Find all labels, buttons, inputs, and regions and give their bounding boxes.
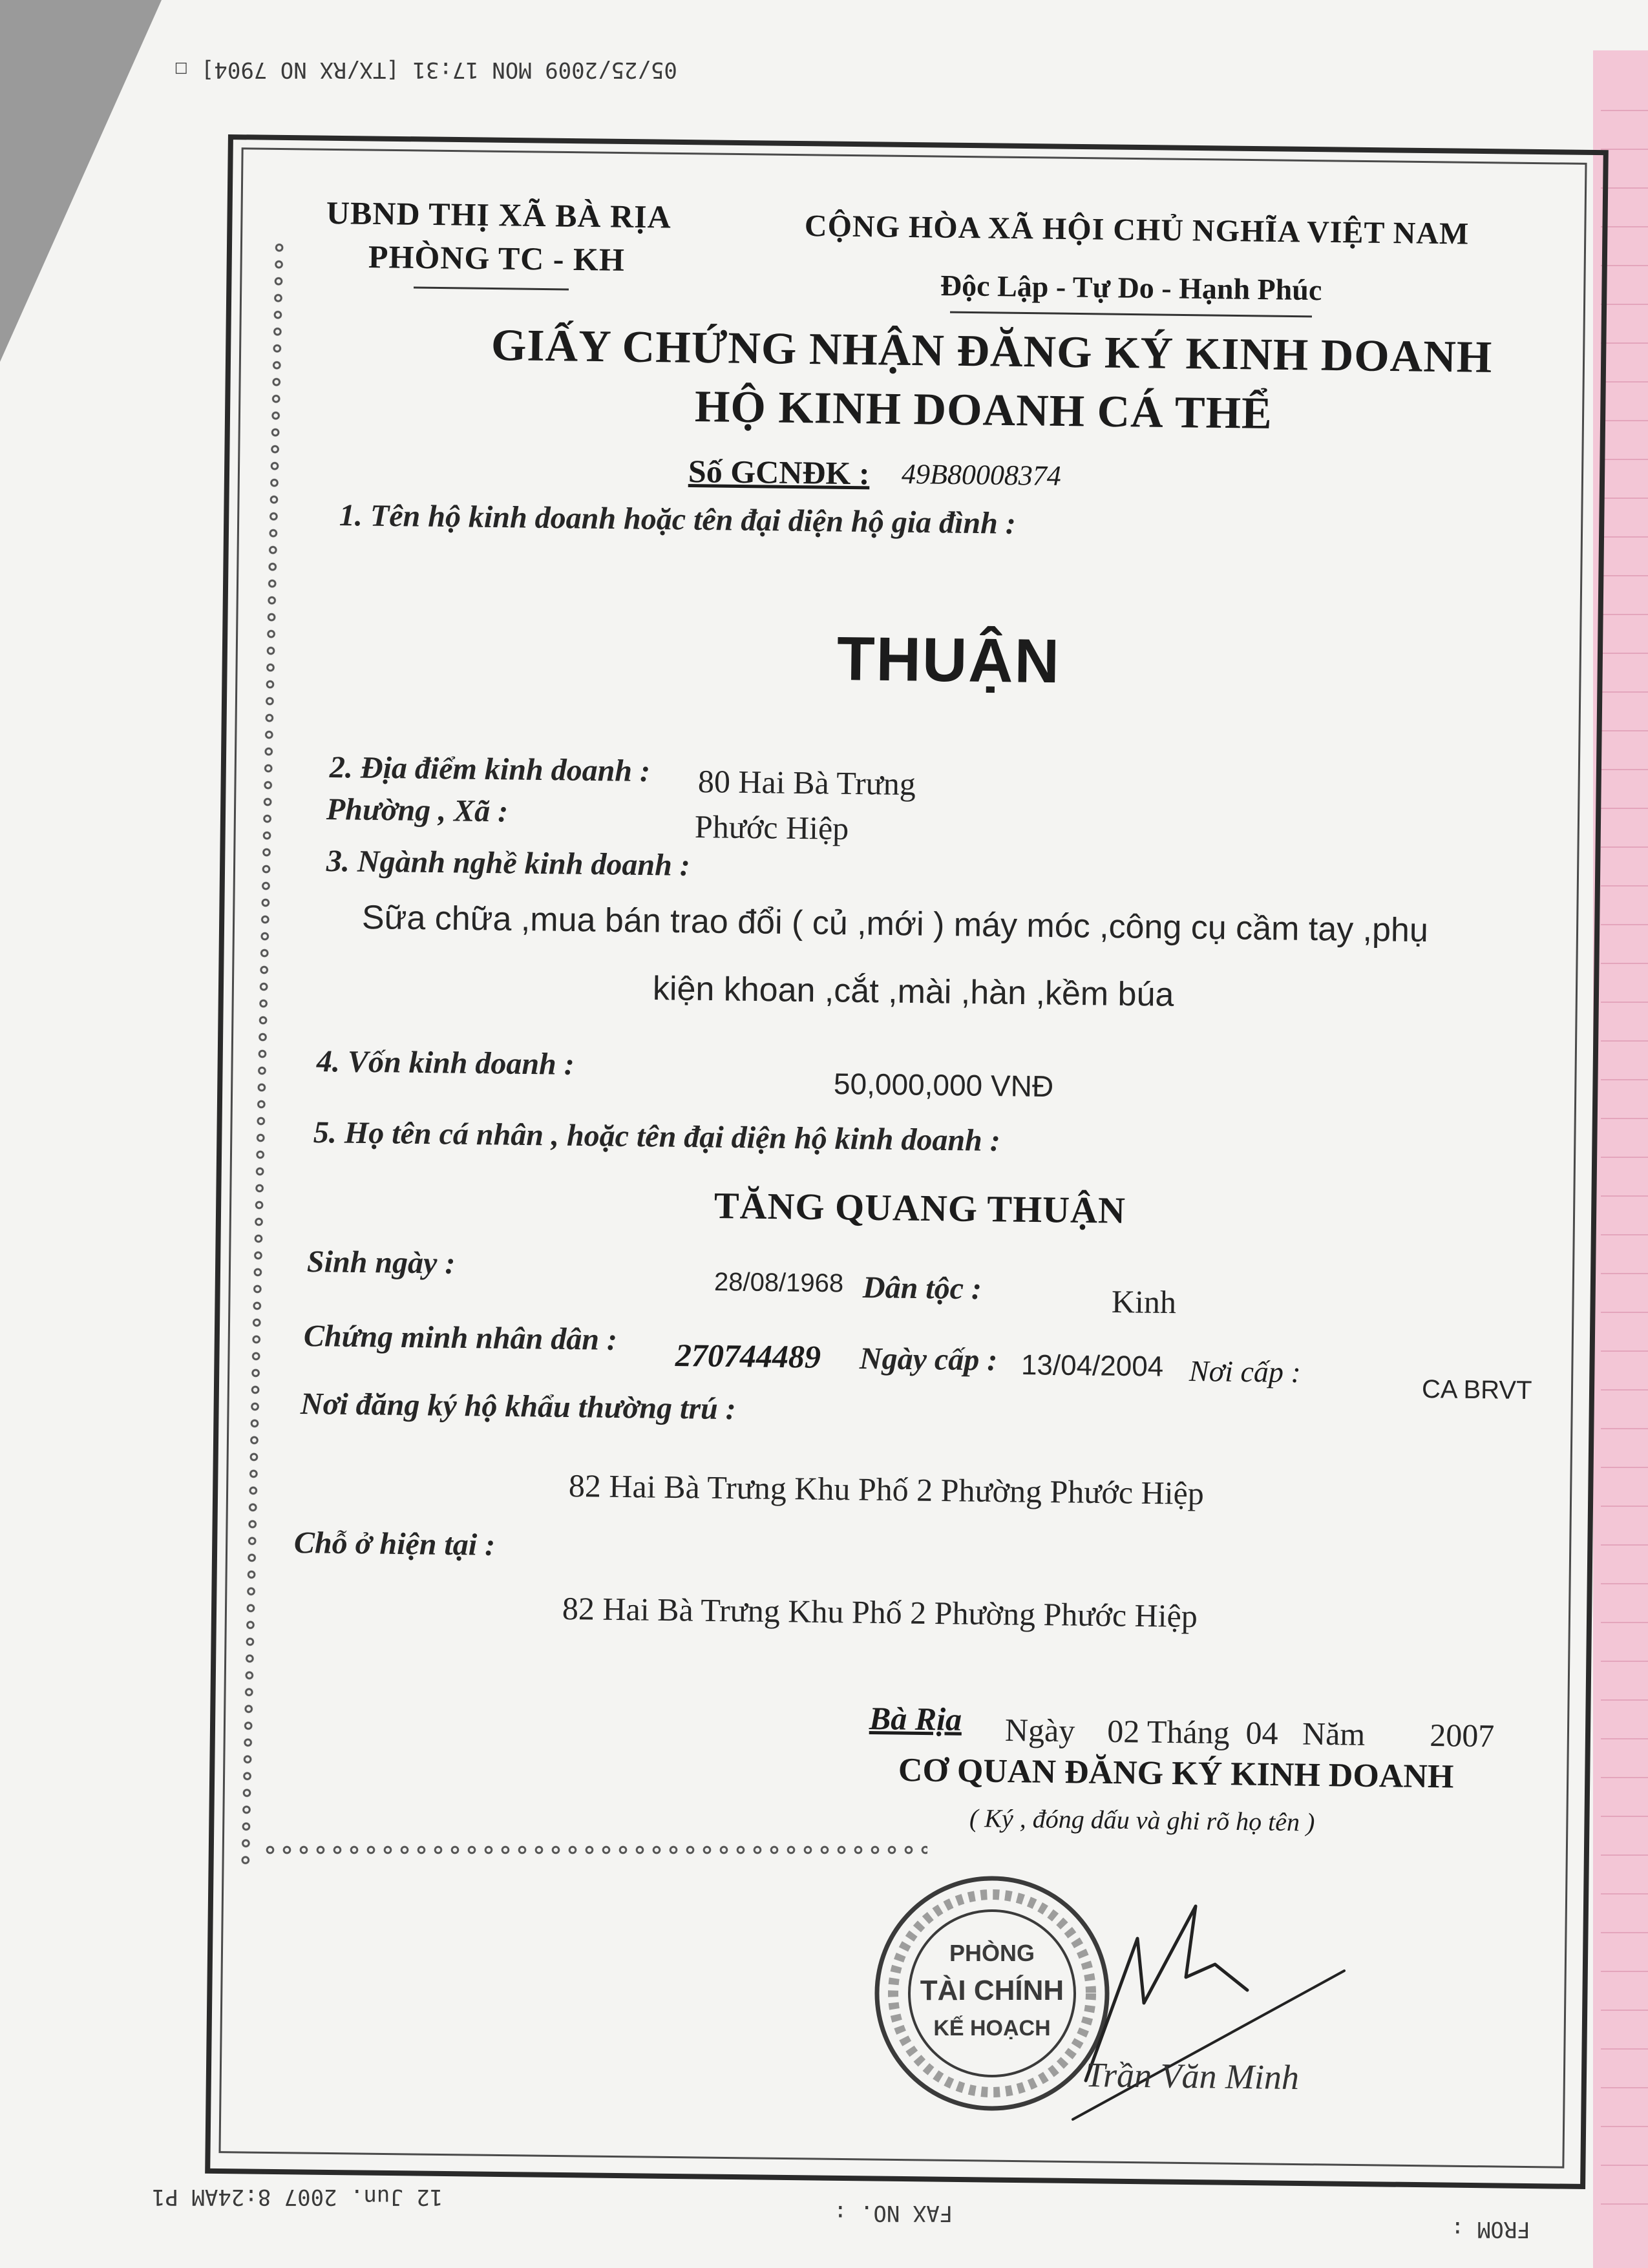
permanent-address-label: Nơi đăng ký hộ khẩu thường trú : — [300, 1387, 737, 1427]
ward-label: Phường , Xã : — [326, 792, 509, 829]
id-card-label: Chứng minh nhân dân : — [303, 1319, 618, 1357]
ward-value: Phước Hiệp — [694, 808, 849, 846]
owner-name: TĂNG QUANG THUẬN — [713, 1184, 1126, 1232]
current-address-value: 82 Hai Bà Trưng Khu Phố 2 Phường Phước Hiệp — [562, 1590, 1198, 1635]
fax-header-top: 05/25/2009 MON 17:31 [TX/RX NO 7904] ☐ — [174, 57, 677, 83]
signature-instructions: ( Ký , đóng dấu và ghi rõ họ tên ) — [969, 1803, 1315, 1837]
scan-folded-corner — [0, 0, 162, 362]
registration-number-label: Số GCNĐK : — [688, 453, 870, 492]
fax-footer-faxno: FAX NO. : — [834, 2200, 953, 2226]
issue-date-value: 13/04/2004 — [1020, 1349, 1164, 1383]
header-agency-name: UBND THỊ XÃ BÀ RỊA — [326, 194, 672, 235]
permanent-address-value: 82 Hai Bà Trưng Khu Phố 2 Phường Phước Hiệp — [568, 1467, 1205, 1512]
field-1-label: 1. Tên hộ kinh doanh hoặc tên đại diện hộ gia đình : — [339, 498, 1017, 541]
field-3-label: 3. Ngành nghề kinh doanh : — [326, 844, 691, 883]
certificate-title-line2: HỘ KINH DOANH CÁ THỂ — [694, 382, 1273, 439]
ethnicity-label: Dân tộc : — [862, 1270, 982, 1307]
id-card-number: 270744489 — [675, 1337, 821, 1375]
header-country-name: CỘNG HÒA XÃ HỘI CHỦ NGHĨA VIỆT NAM — [804, 209, 1470, 251]
current-address-label: Chỗ ở hiện tại : — [293, 1526, 496, 1562]
business-address: 80 Hai Bà Trưng — [697, 763, 916, 803]
fax-footer-timestamp: 12 Jun. 2007 8:24AM P1 — [152, 2184, 443, 2210]
trade-description-line1: Sữa chữa ,mua bán trao đổi ( củ ,mới ) máy móc ,công cụ cầm tay ,phụ — [361, 899, 1429, 950]
field-2-label: 2. Địa điểm kinh doanh : — [329, 750, 651, 789]
ethnicity-value: Kinh — [1111, 1283, 1177, 1321]
business-name: THUẬN — [836, 624, 1061, 697]
field-4-label: 4. Vốn kinh doanh : — [316, 1044, 575, 1082]
registration-number: 49B80008374 — [901, 458, 1062, 492]
header-department: PHÒNG TC - KH — [368, 238, 626, 278]
dob-value: 28/08/1968 — [713, 1268, 844, 1298]
header-motto: Độc Lập - Tự Do - Hạnh Phúc — [940, 269, 1322, 307]
dob-label: Sinh ngày : — [306, 1244, 456, 1281]
business-capital: 50,000,000 VNĐ — [833, 1067, 1054, 1104]
issue-place-label: Nơi cấp : — [1188, 1354, 1302, 1389]
trade-description-line2: kiện khoan ,cắt ,mài ,hàn ,kềm búa — [652, 970, 1174, 1014]
dotted-perforation-horizontal — [262, 1845, 927, 1855]
stamp-text-line3: KẾ HOẠCH — [933, 2016, 1051, 2041]
handwritten-signature-name: Trần Văn Minh — [1085, 2055, 1300, 2097]
stamp-text-line1: PHÒNG — [949, 1940, 1035, 1966]
field-5-label: 5. Họ tên cá nhân , hoặc tên đại diện hộ kinh doanh : — [313, 1115, 1001, 1158]
issue-place-city: Bà Rịa — [869, 1700, 962, 1738]
issue-place-value: CA BRVT — [1421, 1375, 1532, 1405]
stamp-text-line2: TÀI CHÍNH — [920, 1975, 1064, 2006]
fax-footer-from: FROM : — [1451, 2216, 1530, 2242]
registration-agency: CƠ QUAN ĐĂNG KÝ KINH DOANH — [898, 1752, 1454, 1796]
certificate-title-line1: GIẤY CHỨNG NHẬN ĐĂNG KÝ KINH DOANH — [491, 320, 1493, 383]
issue-date-label: Ngày cấp : — [859, 1341, 998, 1378]
issue-date-line: Ngày 02 Tháng 04 Năm 2007 — [1004, 1712, 1495, 1754]
